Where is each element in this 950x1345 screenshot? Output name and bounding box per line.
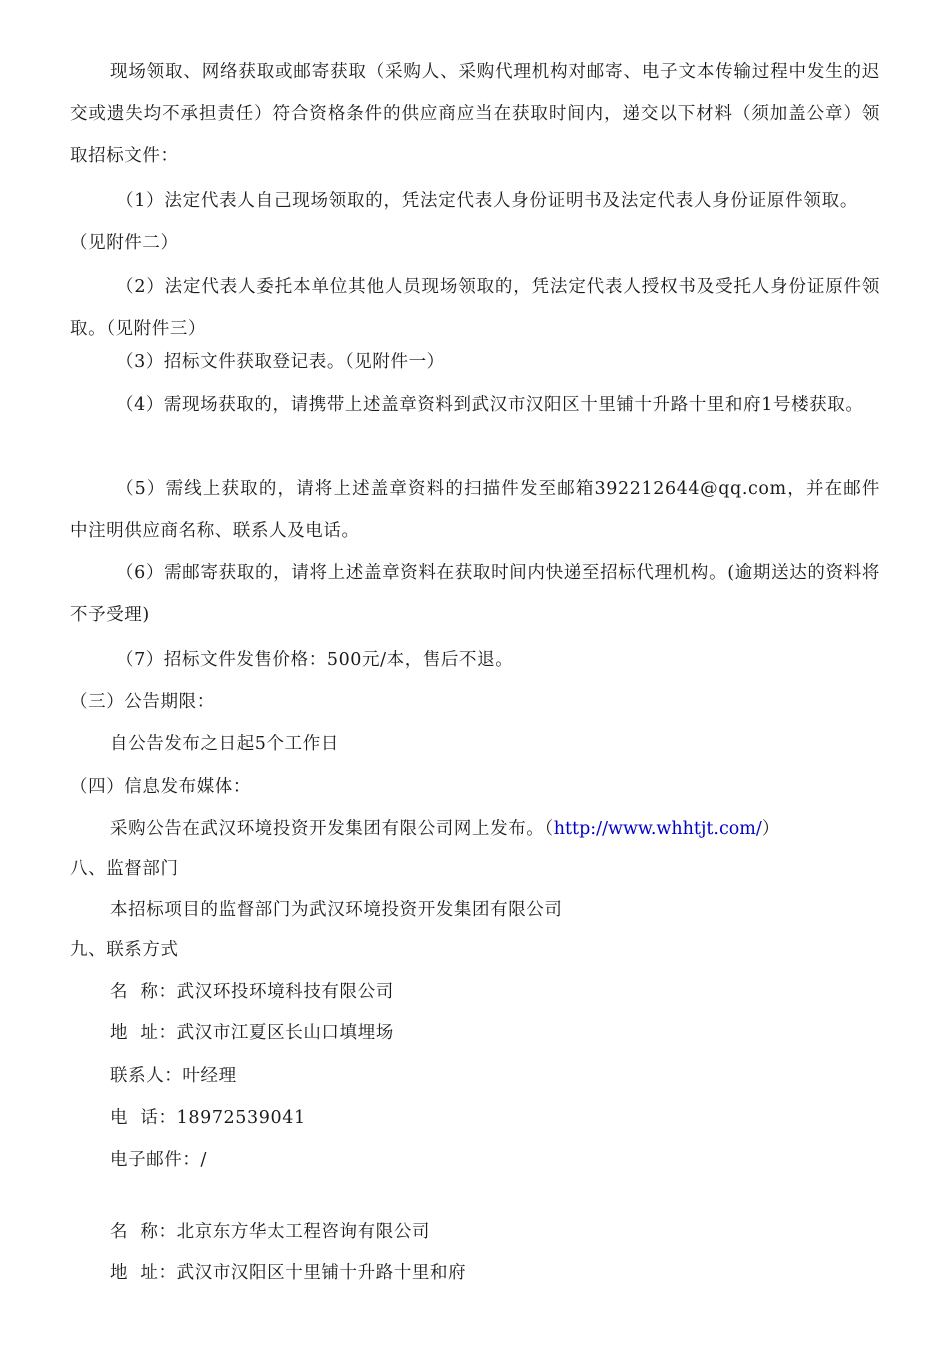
list-item: （5）需线上获取的，请将上述盖章资料的扫描件发至邮箱392212644@qq.com，并在邮件中注明供应商名称、联系人及电话。 xyxy=(70,479,880,541)
contact-address: 地 址：武汉市汉阳区十里铺十升路十里和府 xyxy=(110,1263,467,1283)
section-text: 本招标项目的监督部门为武汉环境投资开发集团有限公司 xyxy=(110,900,563,920)
contact-phone: 电 话：18972539041 xyxy=(110,1108,306,1128)
list-item: （3）招标文件获取登记表。（见附件一） xyxy=(116,352,445,372)
section-heading: （四）信息发布媒体： xyxy=(70,777,251,797)
section-text xyxy=(110,817,950,841)
media-text-end: ） xyxy=(761,819,780,839)
website-link[interactable]: http://www.whhtjt.com/ xyxy=(553,819,762,839)
contact-name: 名 称：北京东方华太工程咨询有限公司 xyxy=(110,1222,431,1242)
section-heading: （三）公告期限： xyxy=(70,692,215,712)
contact-person: 联系人：叶经理 xyxy=(110,1066,237,1086)
section-heading: 九、联系方式 xyxy=(70,940,179,960)
intro-paragraph: 现场领取、网络获取或邮寄获取（采购人、采购代理机构对邮寄、电子文本传输过程中发生的迟交或遗失均不承担责任）符合资格条件的供应商应当在获取时间内，递交以下材料（须加盖公章）领取招标文件： xyxy=(70,62,880,166)
list-item: （1）法定代表人自己现场领取的，凭法定代表人身份证明书及法定代表人身份证原件领取。（见附件二） xyxy=(70,191,858,253)
contact-address: 地 址：武汉市江夏区长山口填埋场 xyxy=(110,1023,394,1043)
list-item: （6）需邮寄获取的，请将上述盖章资料在获取时间内快递至招标代理机构。(逾期送达的资料将不予受理) xyxy=(70,563,880,625)
contact-name: 名 称：武汉环投环境科技有限公司 xyxy=(110,982,394,1002)
contact-email: 电子邮件：/ xyxy=(110,1150,207,1170)
list-item: （7）招标文件发售价格：500元/本，售后不退。 xyxy=(116,650,514,670)
list-item: （4）需现场获取的，请携带上述盖章资料到武汉市汉阳区十里铺十升路十里和府1号楼获取。 xyxy=(116,395,864,415)
list-item: （2）法定代表人委托本单位其他人员现场领取的，凭法定代表人授权书及受托人身份证原件领取。（见附件三） xyxy=(70,277,880,339)
section-text: 自公告发布之日起5个工作日 xyxy=(110,734,339,754)
media-text: 采购公告在武汉环境投资开发集团有限公司网上发布。（ xyxy=(110,819,554,839)
section-heading: 八、监督部门 xyxy=(70,859,179,879)
